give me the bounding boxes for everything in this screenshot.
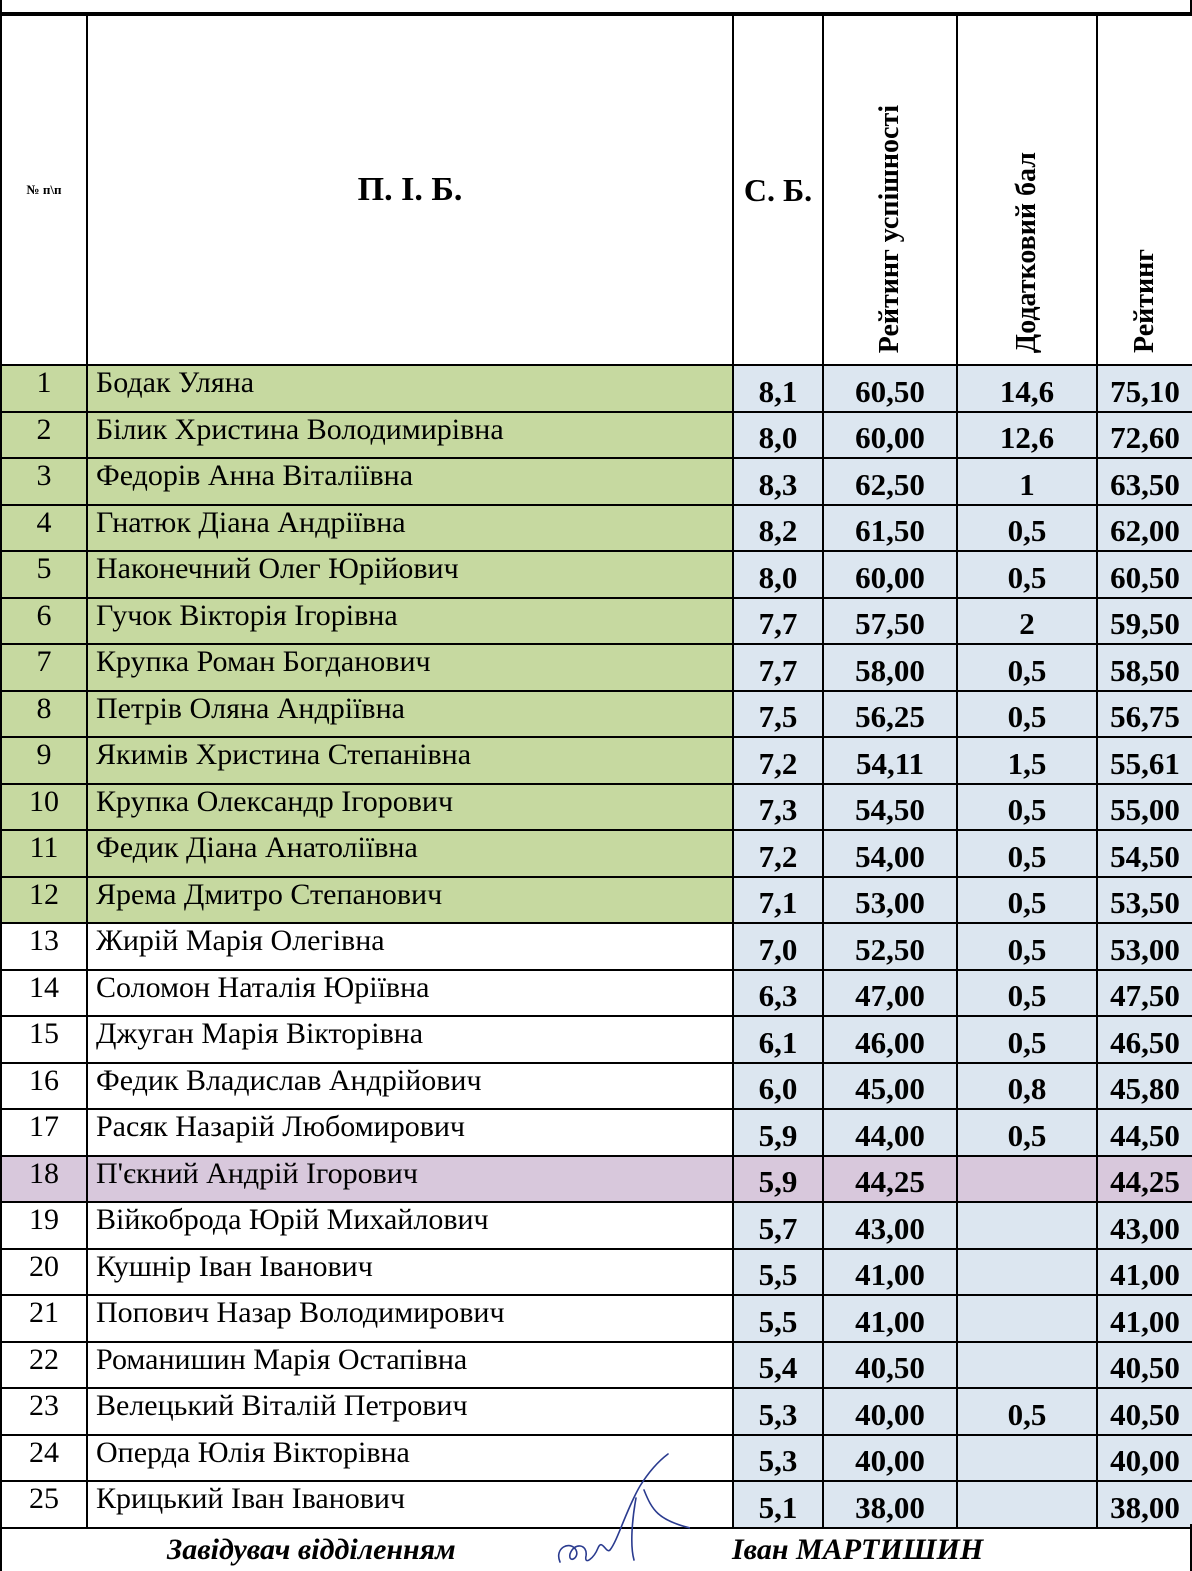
rating: 41,00: [1097, 1249, 1192, 1296]
rating-success: 53,00: [823, 877, 957, 924]
student-name: Крицький Іван Іванович: [87, 1481, 733, 1528]
rating-success: 60,50: [823, 365, 957, 412]
rating-success: 40,00: [823, 1388, 957, 1435]
header-number: № п\п: [1, 15, 87, 365]
student-name: Гучок Вікторія Ігорівна: [87, 598, 733, 645]
rating-success: 40,00: [823, 1435, 957, 1482]
row-number: 1: [1, 365, 87, 412]
row-number: 14: [1, 970, 87, 1017]
student-name: Романишин Марія Остапівна: [87, 1342, 733, 1389]
rating-success: 38,00: [823, 1481, 957, 1528]
signer-position: Завідувач відділенням: [167, 1533, 456, 1566]
student-name: Гнатюк Діана Андріївна: [87, 505, 733, 552]
row-number: 23: [1, 1388, 87, 1435]
table-row: [1, 365, 1192, 412]
extra-points: 0,5: [957, 923, 1097, 970]
average-score: 5,3: [733, 1435, 823, 1482]
extra-points: [957, 1156, 1097, 1203]
student-name: Попович Назар Володимирович: [87, 1295, 733, 1342]
student-name: Жирій Марія Олегівна: [87, 923, 733, 970]
extra-points: [957, 1435, 1097, 1482]
extra-points: [957, 1481, 1097, 1528]
rating-success: 47,00: [823, 970, 957, 1017]
row-number: 24: [1, 1435, 87, 1482]
student-name: П'єкний Андрій Ігорович: [87, 1156, 733, 1203]
extra-points: [957, 1295, 1097, 1342]
table-row: [1, 412, 1192, 459]
extra-points: 0,8: [957, 1063, 1097, 1110]
rating-success: 62,50: [823, 458, 957, 505]
student-name: Кушнір Іван Іванович: [87, 1249, 733, 1296]
extra-points: [957, 1202, 1097, 1249]
header-rating-success: Рейтинг успішності: [823, 15, 957, 365]
student-name: Оперда Юлія Вікторівна: [87, 1435, 733, 1482]
student-name: Ярема Дмитро Степанович: [87, 877, 733, 924]
rating-table: [0, 14, 1192, 1529]
rating-success: 41,00: [823, 1249, 957, 1296]
row-number: 18: [1, 1156, 87, 1203]
rating: 44,50: [1097, 1109, 1192, 1156]
rating: 60,50: [1097, 551, 1192, 598]
table-row: [1, 970, 1192, 1017]
row-number: 16: [1, 1063, 87, 1110]
table-row: [1, 923, 1192, 970]
table-row: [1, 505, 1192, 552]
average-score: 7,1: [733, 877, 823, 924]
rating-success: 60,00: [823, 412, 957, 459]
average-score: 6,3: [733, 970, 823, 1017]
header-average-score: С. Б.: [733, 15, 823, 365]
extra-points: 0,5: [957, 1388, 1097, 1435]
rating: 46,50: [1097, 1016, 1192, 1063]
student-name: Соломон Наталія Юріївна: [87, 970, 733, 1017]
extra-points: 0,5: [957, 644, 1097, 691]
extra-points: 2: [957, 598, 1097, 645]
average-score: 8,0: [733, 551, 823, 598]
rating: 40,50: [1097, 1388, 1192, 1435]
average-score: 6,0: [733, 1063, 823, 1110]
average-score: 6,1: [733, 1016, 823, 1063]
row-number: 4: [1, 505, 87, 552]
table-row: [1, 1109, 1192, 1156]
signature-footer: [0, 1524, 1192, 1571]
table-body: [1, 365, 1192, 1528]
table-row: [1, 1202, 1192, 1249]
average-score: 7,7: [733, 598, 823, 645]
student-name: Бодак Уляна: [87, 365, 733, 412]
student-name: Велецький Віталій Петрович: [87, 1388, 733, 1435]
extra-points: 14,6: [957, 365, 1097, 412]
average-score: 7,2: [733, 737, 823, 784]
student-name: Якимів Христина Степанівна: [87, 737, 733, 784]
header-rating: Рейтинг: [1097, 15, 1192, 365]
rating-success: 57,50: [823, 598, 957, 645]
rating: 56,75: [1097, 691, 1192, 738]
average-score: 8,2: [733, 505, 823, 552]
row-number: 22: [1, 1342, 87, 1389]
rating-success: 45,00: [823, 1063, 957, 1110]
average-score: 8,1: [733, 365, 823, 412]
rating-success: 56,25: [823, 691, 957, 738]
student-name: Расяк Назарій Любомирович: [87, 1109, 733, 1156]
rating: 63,50: [1097, 458, 1192, 505]
rating-success: 54,11: [823, 737, 957, 784]
table-row: [1, 737, 1192, 784]
rating-success: 44,25: [823, 1156, 957, 1203]
table-row: [1, 830, 1192, 877]
table-row: [1, 1295, 1192, 1342]
student-name: Петрів Оляна Андріївна: [87, 691, 733, 738]
rating: 43,00: [1097, 1202, 1192, 1249]
average-score: 5,1: [733, 1481, 823, 1528]
table-row: [1, 691, 1192, 738]
extra-points: 0,5: [957, 1016, 1097, 1063]
rating: 54,50: [1097, 830, 1192, 877]
average-score: 7,7: [733, 644, 823, 691]
extra-points: 1,5: [957, 737, 1097, 784]
extra-points: 0,5: [957, 1109, 1097, 1156]
student-name: Джуган Марія Вікторівна: [87, 1016, 733, 1063]
table-row: [1, 1156, 1192, 1203]
rating-success: 52,50: [823, 923, 957, 970]
extra-points: 12,6: [957, 412, 1097, 459]
row-number: 5: [1, 551, 87, 598]
table-row: [1, 784, 1192, 831]
row-number: 11: [1, 830, 87, 877]
average-score: 8,0: [733, 412, 823, 459]
table-row: [1, 1388, 1192, 1435]
average-score: 5,9: [733, 1109, 823, 1156]
row-number: 25: [1, 1481, 87, 1528]
signer-name: Іван МАРТИШИН: [732, 1533, 984, 1566]
student-name: Федик Владислав Андрійович: [87, 1063, 733, 1110]
rating-success: 60,00: [823, 551, 957, 598]
table-row: [1, 877, 1192, 924]
row-number: 21: [1, 1295, 87, 1342]
row-number: 9: [1, 737, 87, 784]
extra-points: 0,5: [957, 877, 1097, 924]
rating: 53,00: [1097, 923, 1192, 970]
student-name: Білик Христина Володимирівна: [87, 412, 733, 459]
rating: 40,50: [1097, 1342, 1192, 1389]
rating: 72,60: [1097, 412, 1192, 459]
rating-success: 61,50: [823, 505, 957, 552]
rating: 38,00: [1097, 1481, 1192, 1528]
extra-points: 0,5: [957, 551, 1097, 598]
row-number: 10: [1, 784, 87, 831]
row-number: 20: [1, 1249, 87, 1296]
student-name: Війкоброда Юрій Михайлович: [87, 1202, 733, 1249]
average-score: 8,3: [733, 458, 823, 505]
extra-points: 0,5: [957, 784, 1097, 831]
rating-success: 44,00: [823, 1109, 957, 1156]
rating: 55,61: [1097, 737, 1192, 784]
row-number: 19: [1, 1202, 87, 1249]
student-name: Наконечний Олег Юрійович: [87, 551, 733, 598]
row-number: 8: [1, 691, 87, 738]
row-number: 7: [1, 644, 87, 691]
row-number: 3: [1, 458, 87, 505]
row-number: 12: [1, 877, 87, 924]
student-name: Крупка Олександр Ігорович: [87, 784, 733, 831]
rating: 59,50: [1097, 598, 1192, 645]
rating: 55,00: [1097, 784, 1192, 831]
average-score: 7,3: [733, 784, 823, 831]
average-score: 5,3: [733, 1388, 823, 1435]
table-header-row: [1, 15, 1192, 365]
extra-points: [957, 1342, 1097, 1389]
extra-points: 0,5: [957, 505, 1097, 552]
average-score: 7,2: [733, 830, 823, 877]
table-row: [1, 458, 1192, 505]
average-score: 7,0: [733, 923, 823, 970]
table-row: [1, 1016, 1192, 1063]
student-name: Федорів Анна Віталіївна: [87, 458, 733, 505]
header-name: П. І. Б.: [87, 15, 733, 365]
average-score: 5,7: [733, 1202, 823, 1249]
extra-points: 0,5: [957, 830, 1097, 877]
extra-points: 0,5: [957, 691, 1097, 738]
student-name: Крупка Роман Богданович: [87, 644, 733, 691]
extra-points: [957, 1249, 1097, 1296]
rating-success: 41,00: [823, 1295, 957, 1342]
table-row: [1, 1249, 1192, 1296]
rating: 44,25: [1097, 1156, 1192, 1203]
rating: 45,80: [1097, 1063, 1192, 1110]
rating: 40,00: [1097, 1435, 1192, 1482]
rating: 75,10: [1097, 365, 1192, 412]
rating: 58,50: [1097, 644, 1192, 691]
row-number: 2: [1, 412, 87, 459]
rating: 62,00: [1097, 505, 1192, 552]
extra-points: 1: [957, 458, 1097, 505]
average-score: 5,9: [733, 1156, 823, 1203]
table-row: [1, 551, 1192, 598]
row-number: 17: [1, 1109, 87, 1156]
row-number: 15: [1, 1016, 87, 1063]
table-row: [1, 1342, 1192, 1389]
student-name: Федик Діана Анатоліївна: [87, 830, 733, 877]
rating: 47,50: [1097, 970, 1192, 1017]
table-row: [1, 644, 1192, 691]
extra-points: 0,5: [957, 970, 1097, 1017]
row-number: 6: [1, 598, 87, 645]
rating-success: 54,50: [823, 784, 957, 831]
average-score: 5,5: [733, 1249, 823, 1296]
rating-success: 54,00: [823, 830, 957, 877]
average-score: 7,5: [733, 691, 823, 738]
table-row: [1, 1063, 1192, 1110]
rating-success: 40,50: [823, 1342, 957, 1389]
rating: 53,50: [1097, 877, 1192, 924]
rating-success: 58,00: [823, 644, 957, 691]
header-extra-points: Додатковий бал: [957, 15, 1097, 365]
rating: 41,00: [1097, 1295, 1192, 1342]
average-score: 5,4: [733, 1342, 823, 1389]
average-score: 5,5: [733, 1295, 823, 1342]
cut-off-title: [0, 0, 1192, 14]
rating-success: 43,00: [823, 1202, 957, 1249]
row-number: 13: [1, 923, 87, 970]
rating-success: 46,00: [823, 1016, 957, 1063]
table-row: [1, 598, 1192, 645]
